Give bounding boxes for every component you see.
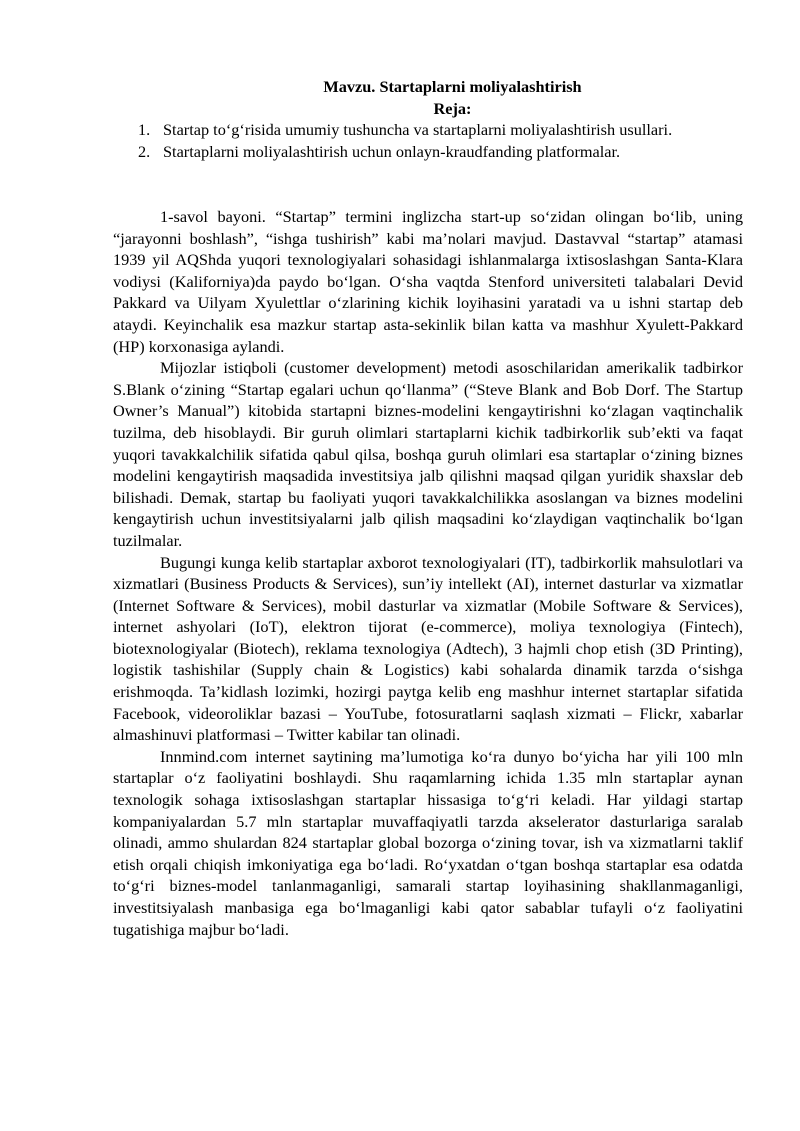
plan-list [113,119,743,162]
paragraph: Innmind.com internet saytining ma’lumotiga ko‘ra dunyo bo‘yicha har yili 100 mln startaplar o‘z faoliyatini boshlaydi. Shu raqamlarning ichida 1.35 mln startaplar aynan texnologik sohaga ixtisoslashgan startaplar hissasiga to‘g‘ri keladi. Har yildagi startap kompaniyalardan 5.7 mln startaplar muvaffaqiyatli tarzda akselerator dasturlariga saralab olinadi, ammo shulardan 824 startaplar global bozorga o‘zining tovar, ish va xizmatlarni taklif etish orqali chiqish imkoniyatiga ega bo‘ladi. Ro‘yxatdan o‘tgan boshqa startaplar esa odatda to‘g‘ri biznes-model tanlanmaganligi, samarali startap loyihasining shakllanmaganligi, investitsiyalash manbasiga ega bo‘lmaganligi kabi qator sabablar tufayli o‘z faoliyatini tugatishiga majbur bo‘ladi. [113,746,743,939]
plan-item-text: Startaplarni moliyalashtirish uchun onlayn-kraudfanding platformalar. [163,141,621,161]
topic-title: Mavzu. Startaplarni moliyalashtirish [323,77,582,96]
paragraph: 1-savol bayoni. “Startap” termini inglizcha start-up so‘zidan olingan bo‘lib, uning “jarayonni boshlash”, “ishga tushirish” kabi ma’nolari mavjud. Dastavval “startap” atamasi 1939 yil AQShda yuqori texnologiyalari sohasidagi ishlanmalarga ixtisoslashgan Santa-Klara vodiysi (Kaliforniya)da paydo bo‘lgan. O‘sha vaqtda Stenford universiteti talabalari Devid Pakkard va Uilyam Xyulettlar o‘zlarining kichik loyihasini yaratadi va u ishni startap deb ataydi. Keyinchalik esa mazkur startap asta-sekinlik bilan katta va mashhur Xyulett-Pakkard (HP) korxonasiga aylandi. [113,207,743,356]
plan-item [113,119,743,141]
plan-item [113,141,743,163]
plan-item-number: 2. [138,141,151,161]
plan-heading: Reja: [433,98,472,118]
document-title [0,76,800,119]
plan-item-number: 1. [138,120,151,139]
paragraph: Bugungi kunga kelib startaplar axborot texnologiyalari (IT), tadbirkorlik mahsulotlari va xizmatlari (Business Products & Services), sun’iy intellekt (AI), internet dasturlar va xizmatlar (Internet Software & Services), mobil dasturlar va xizmatlar (Mobile Software & Services), internet ashyolari (IoT), elektron tijorat (e-commerce), moliya texnologiya (Fintech), biotexnologiyalar (Biotech), reklama texnologiya (Adtech), 3 hajmli chop etish (3D Printing), logistik tashishilar (Supply chain & Logistics) kabi sohalarda dinamik tarzda o‘sishga erishmoqda. Ta’kidlash lozimki, hozirgi paytga kelib eng mashhur internet startaplar sifatida Facebook, videoroliklar bazasi – YouTube, fotosuratlarni saqlash xizmati – Flickr, xabarlar almashinuvi platformasi – Twitter kabilar tan olinadi. [113,552,743,745]
document-body [113,206,743,940]
paragraph: Mijozlar istiqboli (customer development) metodi asoschilaridan amerikalik tadbirkor S.Blank o‘zining “Startap egalari uchun qo‘llanma” (“Steve Blank and Bob Dorf. The Startup Owner’s Manual”) kitobida startapni biznes-modelini kengaytirishni ko‘zlagan vaqtinchalik tuzilma, deb hisoblaydi. Bir guruh olimlari startaplarni kichik tadbirkorlik sub’ekti va faqat yuqori tavakkalchilik sifatida qabul qilsa, boshqa guruh olimlari esa startaplar o‘zining biznes modelini kengaytirish maqsadida investitsiya jalb qilishni maqsad qilgan yuridik shaxslar deb bilishadi. Demak, startap bu faoliyati yuqori tavakkalchilikka asoslangan va biznes modelini kengaytirish uchun investitsiyalarni jalb qilish maqsadini ko‘zlaydigan vaqtinchalik bo‘lgan tuzilmalar. [113,358,743,550]
plan-item-text: Startap to‘g‘risida umumiy tushuncha va startaplarni moliyalashtirish usullari. [163,120,673,139]
